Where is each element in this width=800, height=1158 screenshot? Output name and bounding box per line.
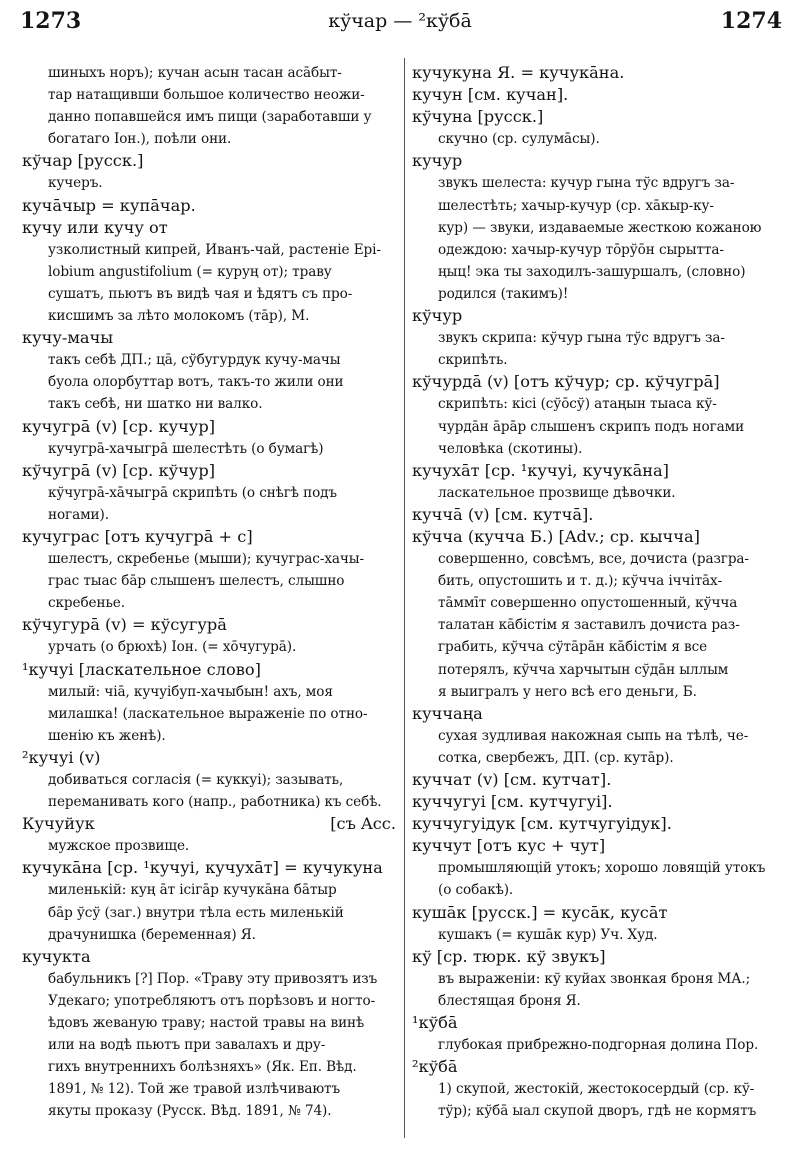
entry-definition-line: якуты проказу (Русск. Вѣд. 1891, № 74). <box>48 1103 332 1120</box>
headword: Кучуйук <box>22 814 95 834</box>
entry-definition-line: кушакъ (= кушāк кур) Уч. Худ. <box>438 926 658 943</box>
entry-definition-line: скребенье. <box>48 595 125 612</box>
entry-definition-line: 1) скупой, жестокій, жестокосердый (ср. кў- <box>438 1081 755 1098</box>
entry-definition-line: драчунишка (беременная) Я. <box>48 926 256 943</box>
entry-definition-line: звукъ шелеста: кучур гына тўс вдругъ за- <box>438 175 735 192</box>
column-divider <box>404 58 405 1138</box>
entry-headword-line: кўчуна [русск.] <box>412 107 544 127</box>
entry-definition-line: 1891, № 12). Той же травой излѣчиваютъ <box>48 1081 341 1098</box>
entry-headword-line: кўчугрā (v) [ср. кўчур] <box>22 460 216 480</box>
running-title: кўчар — ²кўбā <box>328 10 472 32</box>
entry-definition-line: урчать (о брюхѣ) Іон. (= хōчугурā). <box>48 639 297 656</box>
entry-headword-line: ¹кучуі [ласкательное слово] <box>22 659 261 679</box>
entry-definition-line: (о собакѣ). <box>438 882 514 899</box>
entry-definition-line: скрипѣть: кісі (сўōсў) атаңын тыаса кў- <box>438 396 717 413</box>
entry-definition-line: шенію къ женѣ). <box>48 727 166 744</box>
entry-headword-line: кучу-мачы <box>22 328 114 348</box>
entry-definition-line: тāммīт совершенно опустошенный, кўчча <box>438 595 738 612</box>
entry-definition-line: ногами). <box>48 506 109 523</box>
entry-headword-line: ²кўбā <box>412 1057 458 1077</box>
entry-headword-line: кучухāт [ср. ¹кучуі, кучукāна] <box>412 460 670 480</box>
entry-definition-line: Удекаго; употребляютъ отъ порѣзовъ и ногто- <box>48 992 376 1009</box>
entry-definition-line: глубокая прибрежно-подгорная долина Пор. <box>438 1037 759 1054</box>
entry-headword-line: ¹кўбā <box>412 1013 458 1033</box>
entry-headword-line: кўчча (кучча Б.) [Adv.; ср. кычча] <box>412 526 700 546</box>
entry-headword-line: куччут [отъ кус + чут] <box>412 836 606 856</box>
entry-headword-line: кў [ср. тюрк. кў звукъ] <box>412 946 606 966</box>
entry-definition-line: кўчугрā-хāчыгрā скрипѣть (о снѣгѣ подъ <box>48 484 337 501</box>
entry-definition-line: кисшимъ за лѣто молокомъ (тāр), М. <box>48 308 310 325</box>
grammar-note: [съ Acc. <box>330 814 396 834</box>
entry-definition-line: бабульникъ [?] Пор. «Траву эту привозятъ изъ <box>48 970 378 987</box>
entry-definition-line: скучно (ср. сулумāсы). <box>438 131 600 148</box>
entry-definition-line: данно попавшейся имъ пищи (заработавши у <box>48 109 372 126</box>
entry-definition-line: ѣдовъ жеваную траву; настой травы на винѣ <box>48 1015 365 1032</box>
entry-definition-line: шелестъ, скребенье (мыши); кучуграс-хачы- <box>48 551 364 568</box>
entry-headword-line: кўчурдā (v) [отъ кўчур; ср. кўчугрā] <box>412 372 720 392</box>
entry-definition-line: промышляющій утокъ; хорошо ловящій утокъ <box>438 860 766 877</box>
entry-definition-line: шелестѣть; хачыр-кучур (ср. хāкыр-ку- <box>438 197 714 214</box>
entry-definition-line: или на водѣ пьютъ при завалахъ и дру- <box>48 1037 326 1054</box>
entry-definition-line: звукъ скрипа: кўчур гына тўс вдругъ за- <box>438 330 725 347</box>
page-number-right: 1274 <box>720 8 782 34</box>
entry-definition-line: чурдāн āрāр слышенъ скрипъ подъ ногами <box>438 418 745 435</box>
entry-definition-line: скрипѣть. <box>438 352 508 369</box>
entry-headword-line: ²кучуі (v) <box>22 747 101 767</box>
entry-definition-line: сухая зудливая накожная сыпь на тѣлѣ, че- <box>438 727 749 744</box>
entry-definition-line: мужское прозвище. <box>48 838 190 855</box>
entry-definition-line: lobium angustifolium (= куруң от); траву <box>48 263 332 280</box>
entry-definition-line: буола олорбуттар вотъ, такъ-то жили они <box>48 374 344 391</box>
entry-definition-line: богатаго Іон.), поѣли они. <box>48 131 232 148</box>
entry-definition-line: человѣка (скотины). <box>438 440 583 457</box>
entry-definition-line: узколистный кипрей, Иванъ-чай, растеніе Epi- <box>48 241 381 258</box>
entry-headword-line: кушāк [русск.] = кусāк, кусāт <box>412 902 668 922</box>
entry-headword-line: кучукта <box>22 946 91 966</box>
entry-headword-line: куччат (v) [см. кутчат]. <box>412 770 612 789</box>
entry-definition-line: родился (такимъ)! <box>438 285 569 302</box>
entry-definition-line: гихъ внутреннихъ болѣзняхъ» (Як. Еп. Вѣд. <box>48 1059 357 1076</box>
entry-headword-line: кучукāна [ср. ¹кучуі, кучухāт] = кучукуна <box>22 858 383 878</box>
entry-definition-line: я выигралъ у него всѣ его деньги, Б. <box>438 683 697 700</box>
entry-definition-line: грабить, кўчча сўтāрāн кāбістім я все <box>438 639 708 656</box>
entry-headword-line: куччā (v) [см. кутчā]. <box>412 504 594 524</box>
entry-headword-line: кўчугурā (v) = кўсугурā <box>22 615 227 635</box>
entry-headword-line: куччугуідук [см. кутчугуідук]. <box>412 814 672 834</box>
entry-headword-line: кўчур <box>412 306 463 326</box>
entry-definition-line: ласкательное прозвище дѣвочки. <box>438 484 676 501</box>
entry-definition-line: такъ себѣ, ни шатко ни валко. <box>48 396 263 413</box>
entry-definition-line: сушатъ, пьютъ въ видѣ чая и ѣдятъ съ про- <box>48 285 353 302</box>
entry-definition-line: бāр ўсў (заг.) внутри тѣла есть миленькій <box>48 904 344 921</box>
entry-headword-line: кучукуна Я. = кучукāна. <box>412 63 625 82</box>
entry-definition-line: переманивать кого (напр., работника) къ себѣ. <box>48 794 382 811</box>
entry-definition-line: потерялъ, кўчча харчытын сўдāн ыллым <box>438 661 729 678</box>
right-column <box>412 62 772 1123</box>
entry-headword-line: кучугрā (v) [ср. кучур] <box>22 416 216 436</box>
entry-headword-line: кучун [см. кучан]. <box>412 85 569 105</box>
entry-definition-line: милый: чіā, кучуібуп-хачыбын! ахъ, моя <box>48 683 333 700</box>
entry-headword-line <box>22 813 396 835</box>
entry-definition-line: одеждою: хачыр-кучур тōрўōн сырытта- <box>438 241 724 258</box>
entry-definition-line: кучеръ. <box>48 175 103 192</box>
entry-definition-line: бить, опустошить и т. д.); кўчча іччітāх- <box>438 573 723 590</box>
entry-definition-line: миленькій: куң āт ісігāр кучукāна бāтыр <box>48 882 337 899</box>
entry-definition-line: такъ себѣ ДП.; цā, сўбугурдук кучу-мачы <box>48 352 341 369</box>
entry-definition-line: кучугрā-хачыгрā шелестѣть (о бумагѣ) <box>48 440 324 457</box>
entry-headword-line: куччаңа <box>412 703 483 723</box>
entry-definition-line: блестящая броня Я. <box>438 992 581 1009</box>
page-header <box>0 8 800 38</box>
entry-headword-line: кучāчыр = купāчар. <box>22 195 196 215</box>
entry-headword-line: кучур <box>412 151 463 171</box>
entry-definition-line: сотка, свербежъ, ДП. (ср. кутāр). <box>438 749 674 766</box>
entry-definition-line: добиваться согласія (= куккуі); зазывать, <box>48 772 344 788</box>
entry-headword-line: кучуграс [отъ кучугрā + с] <box>22 526 253 546</box>
entry-definition-line: тўр); кўбā ыал скупой дворъ, гдѣ не кормятъ <box>438 1103 757 1120</box>
entry-definition-line: ңыц! эка ты заходилъ-зашуршалъ, (словно) <box>438 263 746 280</box>
entry-definition-line: совершенно, совсѣмъ, все, дочиста (разгра- <box>438 551 749 568</box>
entry-definition-line: кур) — звуки, издаваемые жесткою кожаною <box>438 219 762 236</box>
entry-definition-line: въ выраженіи: кў куйах звонкая броня МА.; <box>438 970 751 987</box>
page-number-left: 1273 <box>20 8 82 34</box>
entry-headword-line: кучу или кучу от <box>22 217 168 237</box>
entry-definition-line: шиныхъ норъ); кучан асын тасан асāбыт- <box>48 65 342 81</box>
left-column <box>22 62 396 1123</box>
entry-definition-line: тар натащивши большое количество неожи- <box>48 87 365 104</box>
entry-headword-line: куччугуі [см. кутчугуі]. <box>412 792 613 812</box>
entry-definition-line: талатан кāбістім я заставилъ дочиста раз- <box>438 617 740 634</box>
entry-definition-line: милашка! (ласкательное выраженіе по отно- <box>48 705 368 722</box>
entry-headword-line: кўчар [русск.] <box>22 151 144 171</box>
entry-definition-line: грас тыас бāр слышенъ шелестъ, слышно <box>48 573 345 590</box>
